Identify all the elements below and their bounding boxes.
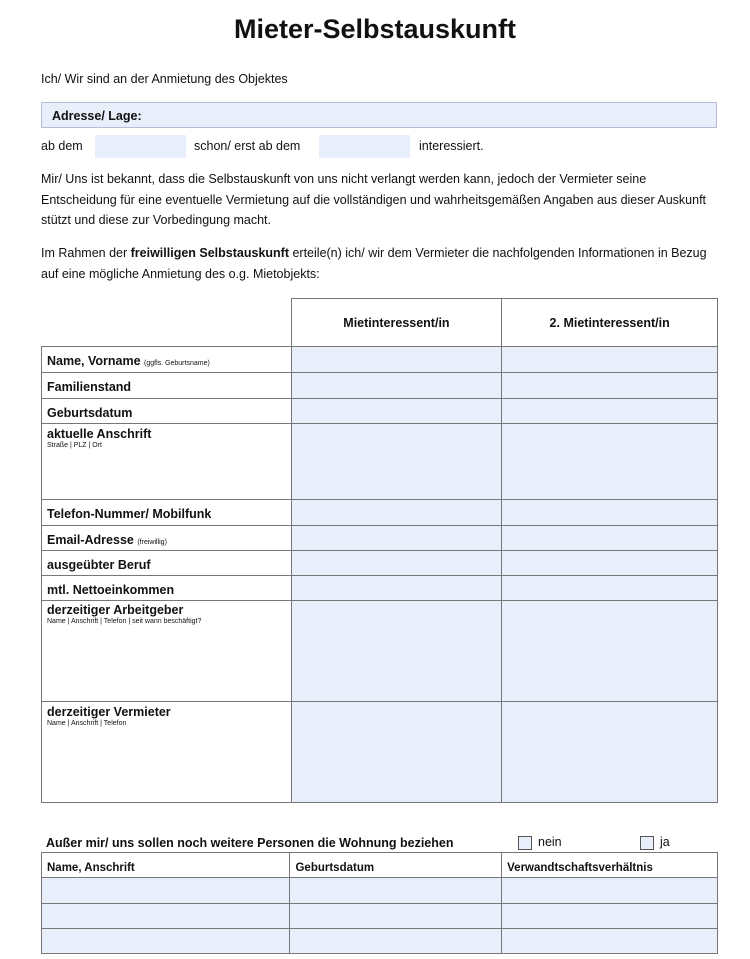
person-birthdate-field[interactable] — [290, 929, 502, 954]
table-row — [42, 904, 718, 929]
start-date-field[interactable] — [95, 135, 186, 158]
checkbox-no[interactable]: nein — [518, 835, 562, 850]
checkbox-icon[interactable] — [518, 836, 532, 850]
row-label: Name, Vorname (ggfls. Geburtsname) — [42, 347, 292, 373]
row-label: derzeitiger Vermieter Name | Anschrift | Telefon — [42, 702, 292, 803]
row-label: Familienstand — [42, 373, 292, 399]
alt-date-field[interactable] — [319, 135, 410, 158]
employer-field-2[interactable] — [502, 601, 718, 702]
checkbox-yes[interactable]: ja — [640, 835, 670, 850]
header-relation: Verwandtschaftsverhältnis — [502, 853, 718, 878]
persons-table — [41, 852, 718, 954]
job-field-2[interactable] — [502, 551, 718, 576]
birthdate-field-1[interactable] — [291, 399, 502, 424]
page-title: Mieter-Selbstauskunft — [233, 14, 517, 44]
income-field-2[interactable] — [502, 576, 718, 601]
marital-field-2[interactable] — [502, 373, 718, 399]
row-label: Email-Adresse (freiwillig) — [42, 526, 292, 551]
row-label: Telefon-Nummer/ Mobilfunk — [42, 500, 292, 526]
address-field[interactable] — [41, 102, 717, 128]
row-label: Geburtsdatum — [42, 399, 292, 424]
email-field-1[interactable] — [291, 526, 502, 551]
p2-before: Im Rahmen der — [41, 246, 131, 260]
name-field-2[interactable] — [502, 347, 718, 373]
person-relation-field[interactable] — [502, 929, 718, 954]
disclaimer-paragraph: Mir/ Uns ist bekannt, dass die Selbstauskunft von uns nicht verlangt werden kann, jedoch der Vermieter seine Entscheidung für eine eventuelle Vermietung auf die vollständigen und wahrheitsgemäßen Angaben aus dieser Auskunft stützt und diese zur Vorbedingung macht. — [41, 172, 707, 227]
table-row — [42, 929, 718, 954]
job-field-1[interactable] — [291, 551, 502, 576]
person-name-field[interactable] — [42, 904, 290, 929]
row-label: derzeitiger Arbeitgeber Name | Anschrift | Telefon | seit wann beschäftigt? — [42, 601, 292, 702]
person-birthdate-field[interactable] — [290, 878, 502, 904]
address-field-2[interactable] — [502, 424, 718, 500]
row-label: mtl. Nettoeinkommen — [42, 576, 292, 601]
row-label: aktuelle Anschrift Straße | PLZ | Ort — [42, 424, 292, 500]
email-field-2[interactable] — [502, 526, 718, 551]
persons-question: Außer mir/ uns sollen noch weitere Personen die Wohnung beziehen — [46, 836, 454, 850]
phone-field-1[interactable] — [291, 500, 502, 526]
address-label: Adresse/ Lage: — [52, 109, 142, 123]
table-row — [42, 878, 718, 904]
person-name-field[interactable] — [42, 929, 290, 954]
header-applicant-2: 2. Mietinteressent/in — [502, 299, 718, 347]
person-name-field[interactable] — [42, 878, 290, 904]
checkbox-icon[interactable] — [640, 836, 654, 850]
header-birthdate: Geburtsdatum — [290, 853, 502, 878]
header-applicant-1: Mietinteressent/in — [291, 299, 502, 347]
person-relation-field[interactable] — [502, 878, 718, 904]
name-field-1[interactable] — [291, 347, 502, 373]
applicant-table — [41, 298, 718, 803]
person-birthdate-field[interactable] — [290, 904, 502, 929]
intro-text: Ich/ Wir sind an der Anmietung des Objektes — [41, 72, 288, 86]
birthdate-field-2[interactable] — [502, 399, 718, 424]
phone-field-2[interactable] — [502, 500, 718, 526]
row-label: ausgeübter Beruf — [42, 551, 292, 576]
date-middle: schon/ erst ab dem — [194, 139, 301, 153]
info-paragraph — [41, 243, 721, 284]
income-field-1[interactable] — [291, 576, 502, 601]
header-name: Name, Anschrift — [42, 853, 290, 878]
address-field-1[interactable] — [291, 424, 502, 500]
landlord-field-2[interactable] — [502, 702, 718, 803]
p2-bold: freiwilligen Selbstauskunft — [130, 246, 289, 260]
marital-field-1[interactable] — [291, 373, 502, 399]
employer-field-1[interactable] — [291, 601, 502, 702]
date-suffix: interessiert. — [419, 139, 484, 153]
p2-after: erteile(n) ich/ wir dem Vermieter die nachfolgenden Informationen in Bezug auf eine mögliche Anmietung des o.g. Mietobjekts: — [41, 246, 707, 281]
landlord-field-1[interactable] — [291, 702, 502, 803]
date-prefix: ab dem — [41, 139, 83, 153]
person-relation-field[interactable] — [502, 904, 718, 929]
